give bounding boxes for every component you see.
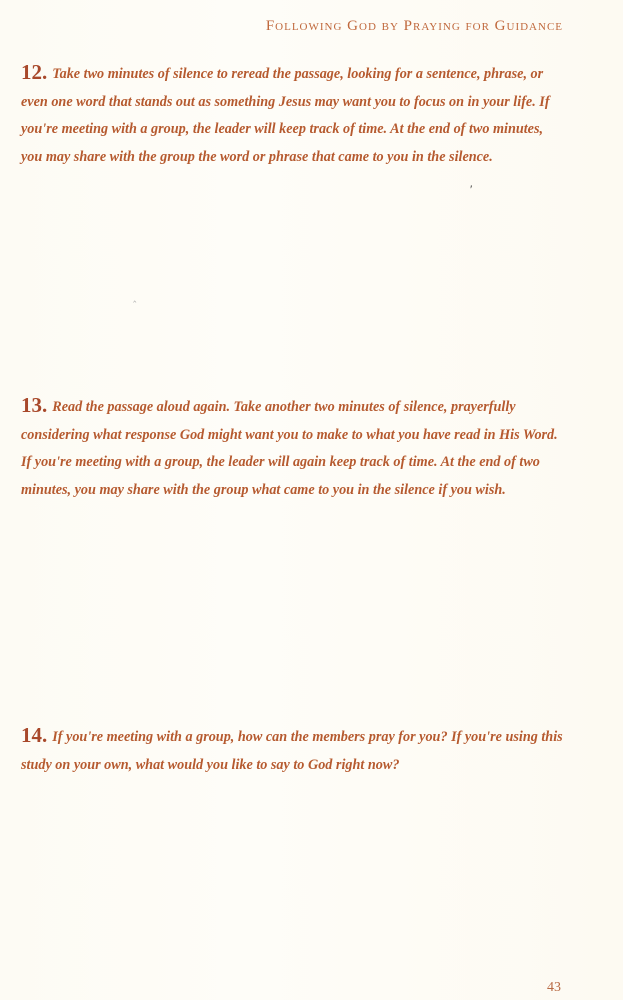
page-number: 43 [547, 980, 561, 995]
question-12 [21, 59, 566, 171]
ink-speck: ‸ [133, 292, 137, 303]
question-text: If you're meeting with a group, how can the members pray for you? If you're using this study on your own, what would you like to say to God right now? [21, 729, 563, 773]
running-header: Following God by Praying for Guidance [265, 18, 563, 34]
question-14 [21, 722, 566, 779]
question-text: Take two minutes of silence to reread the passage, looking for a sentence, phrase, or even one word that stands out as something Jesus may want you to focus on in your life. If you're meeting with a group, the leader will keep track of time. At the end of two minutes, you may share with the group the word or phrase that came to you in the silence. [21, 66, 550, 165]
question-number: 13. [21, 393, 48, 417]
ink-speck: ′ [470, 182, 473, 196]
question-number: 12. [21, 60, 48, 84]
question-text: Read the passage aloud again. Take another two minutes of silence, prayerfully considering what response God might want you to make to what you have read in His Word. If you're meeting with a group, the leader will again keep track of time. At the end of two minutes, you may share with the group what came to you in the silence if you wish. [21, 399, 558, 498]
question-number: 14. [21, 723, 48, 747]
question-13 [21, 392, 566, 504]
